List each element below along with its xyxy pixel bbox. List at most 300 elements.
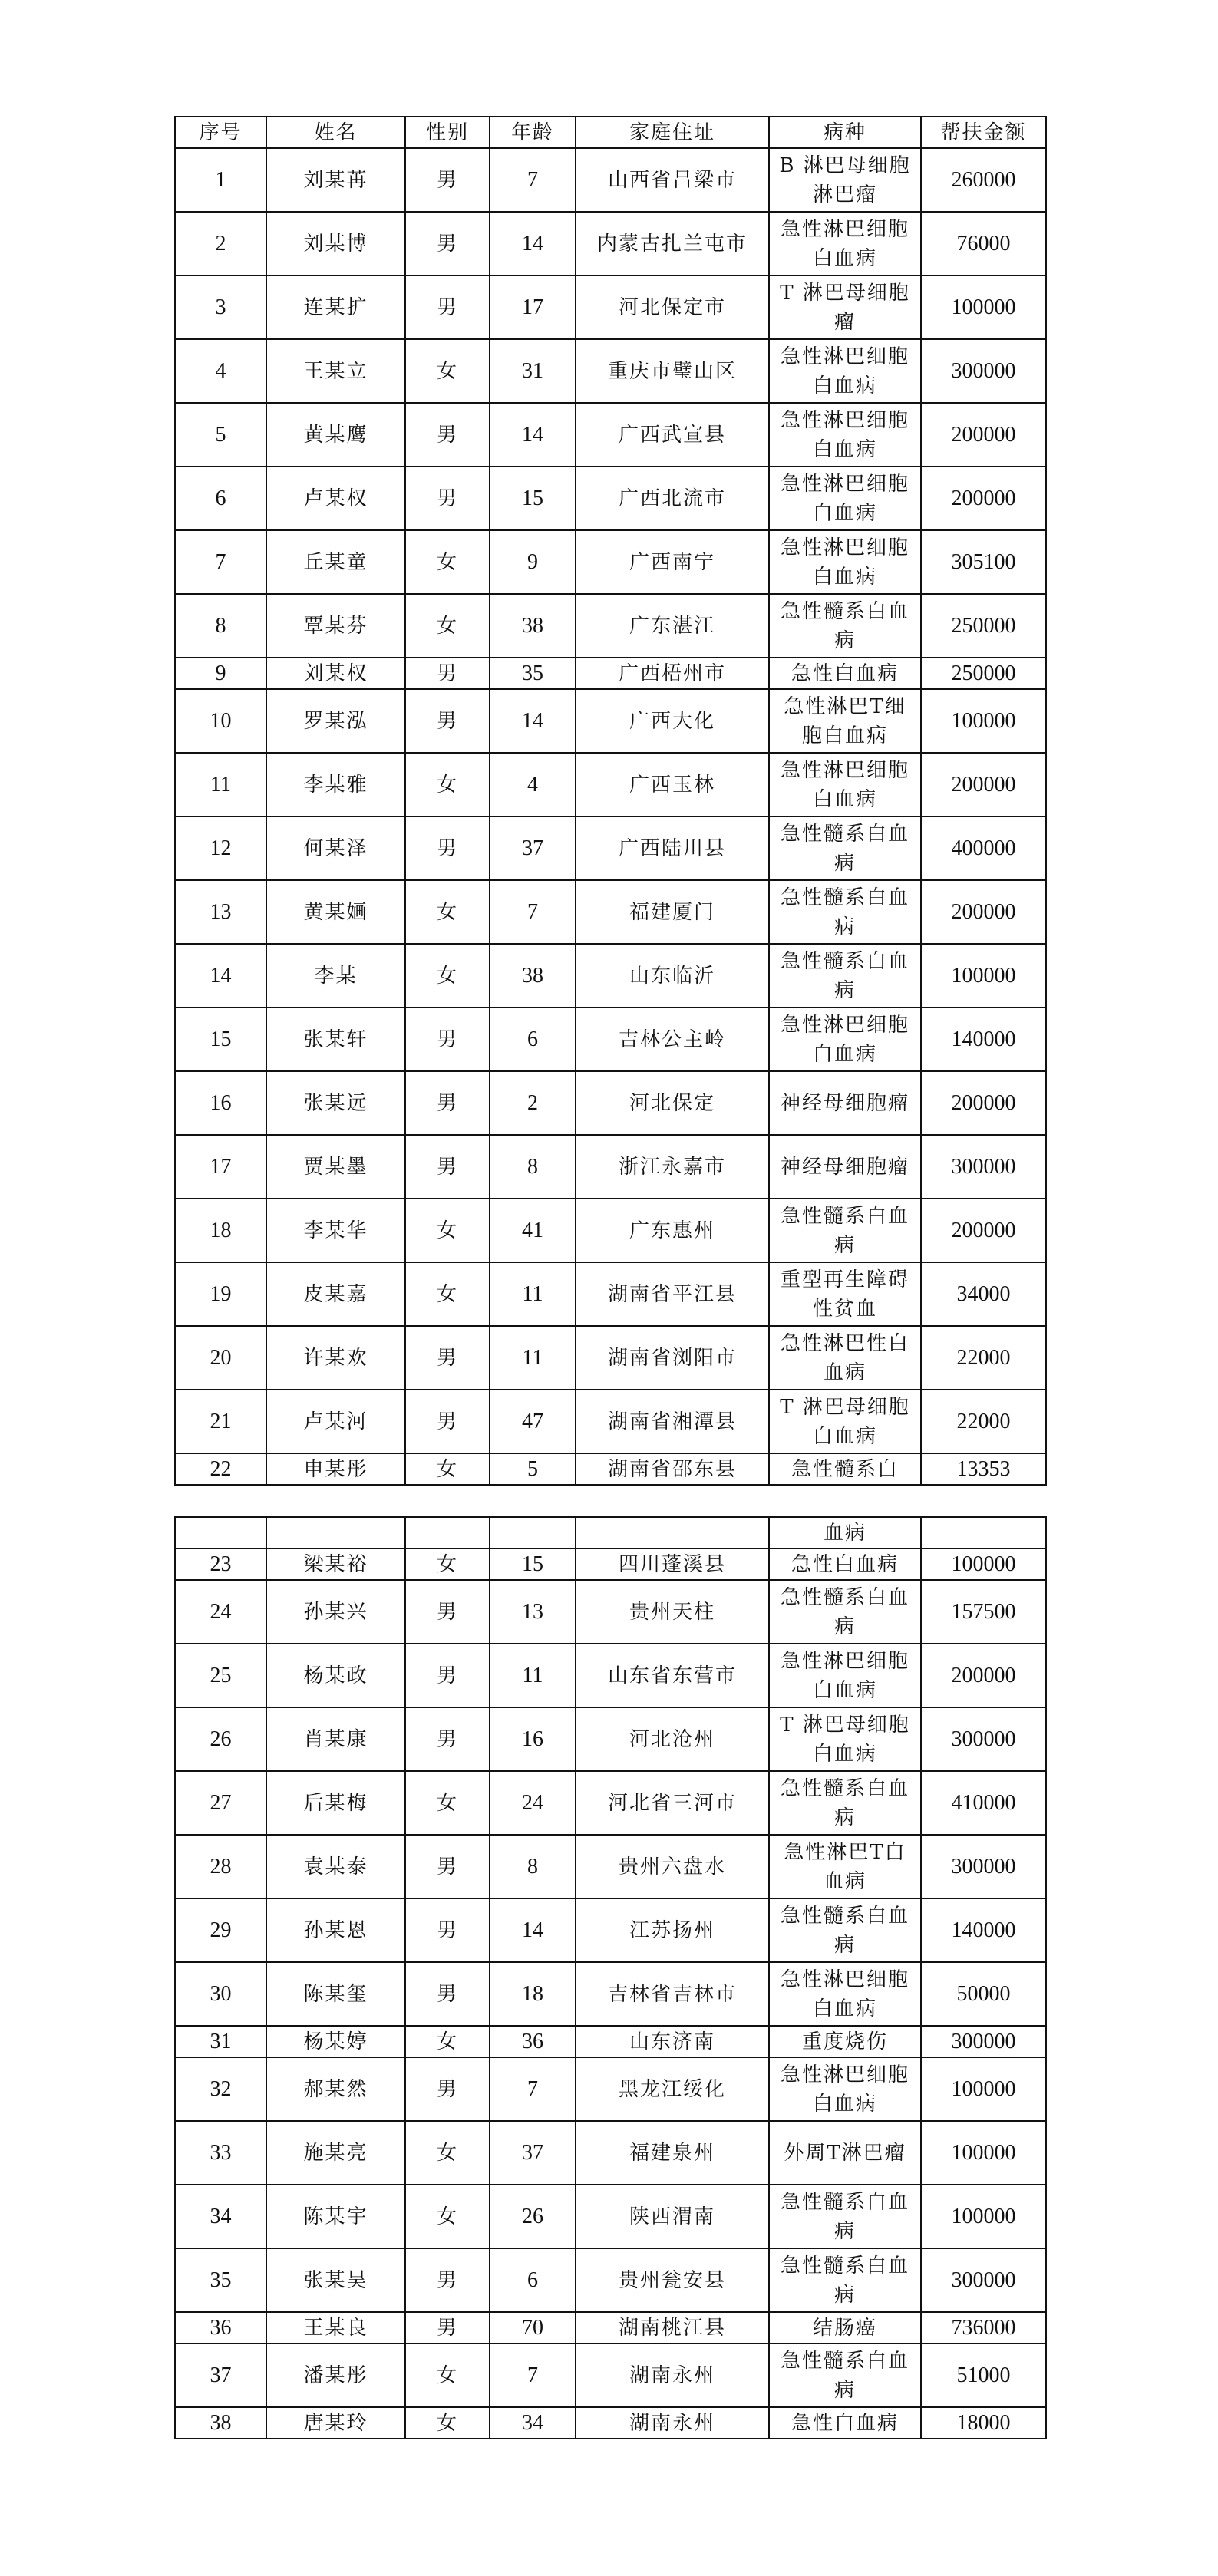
address-cell: 贵州天柱 xyxy=(576,1580,769,1644)
aid-amount-cell: 157500 xyxy=(921,1580,1046,1644)
header-age: 年龄 xyxy=(490,117,576,148)
serial-number-cell: 4 xyxy=(175,339,266,403)
name-cell: 黄某婳 xyxy=(266,880,405,944)
address-cell: 广西北流市 xyxy=(576,467,769,530)
name-cell xyxy=(266,1517,405,1549)
sex-cell: 女 xyxy=(405,2407,490,2439)
table-row xyxy=(175,403,1046,467)
continuation-row xyxy=(175,1517,1046,1549)
age-cell: 6 xyxy=(490,1008,576,1071)
age-cell: 38 xyxy=(490,594,576,658)
table-row xyxy=(175,1549,1046,1580)
name-cell: 皮某嘉 xyxy=(266,1262,405,1326)
table-row xyxy=(175,1326,1046,1390)
age-cell: 8 xyxy=(490,1835,576,1898)
age-cell: 38 xyxy=(490,944,576,1008)
name-cell: 杨某婷 xyxy=(266,2026,405,2057)
disease-cell: 急性白血病 xyxy=(769,1549,921,1580)
name-cell: 连某扩 xyxy=(266,275,405,339)
address-cell: 广西梧州市 xyxy=(576,658,769,689)
age-cell xyxy=(490,1517,576,1549)
disease-cell: T 淋巴母细胞瘤 xyxy=(769,275,921,339)
sex-cell: 女 xyxy=(405,339,490,403)
sex-cell: 男 xyxy=(405,1071,490,1135)
disease-cell: 重型再生障碍性贫血 xyxy=(769,1262,921,1326)
age-cell: 15 xyxy=(490,1549,576,1580)
table-row xyxy=(175,148,1046,212)
sex-cell xyxy=(405,1517,490,1549)
name-cell: 刘某苒 xyxy=(266,148,405,212)
table-row xyxy=(175,2248,1046,2312)
name-cell: 贾某墨 xyxy=(266,1135,405,1199)
address-cell: 陕西渭南 xyxy=(576,2185,769,2248)
sex-cell: 男 xyxy=(405,275,490,339)
name-cell: 李某雅 xyxy=(266,753,405,816)
name-cell: 李某华 xyxy=(266,1199,405,1262)
header-disease: 病种 xyxy=(769,117,921,148)
disease-cell: 急性髓系白血病 xyxy=(769,1898,921,1962)
table-row xyxy=(175,658,1046,689)
disease-cell: 外周T淋巴瘤 xyxy=(769,2121,921,2185)
aid-amount-cell: 100000 xyxy=(921,689,1046,753)
table-row xyxy=(175,944,1046,1008)
serial-number-cell: 13 xyxy=(175,880,266,944)
aid-amount-cell: 51000 xyxy=(921,2343,1046,2407)
table-row xyxy=(175,2185,1046,2248)
serial-number-cell: 21 xyxy=(175,1390,266,1453)
sex-cell: 男 xyxy=(405,1390,490,1453)
serial-number-cell: 6 xyxy=(175,467,266,530)
serial-number-cell: 34 xyxy=(175,2185,266,2248)
serial-number-cell: 29 xyxy=(175,1898,266,1962)
serial-number-cell: 7 xyxy=(175,530,266,594)
serial-number-cell: 33 xyxy=(175,2121,266,2185)
table-row xyxy=(175,1199,1046,1262)
sex-cell: 女 xyxy=(405,944,490,1008)
address-cell: 四川蓬溪县 xyxy=(576,1549,769,1580)
header-name: 姓名 xyxy=(266,117,405,148)
address-cell xyxy=(576,1517,769,1549)
serial-number-cell: 31 xyxy=(175,2026,266,2057)
aid-amount-cell: 250000 xyxy=(921,594,1046,658)
disease-cell: 急性淋巴细胞白血病 xyxy=(769,1644,921,1707)
aid-amount-cell: 13353 xyxy=(921,1453,1046,1485)
table-row xyxy=(175,1008,1046,1071)
table-row xyxy=(175,1580,1046,1644)
age-cell: 31 xyxy=(490,339,576,403)
sex-cell: 男 xyxy=(405,1580,490,1644)
disease-cell: 急性淋巴细胞白血病 xyxy=(769,2057,921,2121)
disease-cell: 急性髓系白血病 xyxy=(769,944,921,1008)
sex-cell: 男 xyxy=(405,1707,490,1771)
aid-amount-cell: 250000 xyxy=(921,658,1046,689)
table-row xyxy=(175,530,1046,594)
table-row xyxy=(175,1962,1046,2026)
name-cell: 李某 xyxy=(266,944,405,1008)
address-cell: 河北省三河市 xyxy=(576,1771,769,1835)
serial-number-cell: 27 xyxy=(175,1771,266,1835)
disease-cell: 急性淋巴细胞白血病 xyxy=(769,212,921,275)
aid-recipients-table-page2 xyxy=(174,1516,1047,2439)
sex-cell: 男 xyxy=(405,1008,490,1071)
name-cell: 丘某童 xyxy=(266,530,405,594)
name-cell: 陈某玺 xyxy=(266,1962,405,2026)
serial-number-cell: 36 xyxy=(175,2312,266,2343)
aid-amount-cell: 300000 xyxy=(921,339,1046,403)
table-row xyxy=(175,1453,1046,1485)
disease-cell: 急性髓系白血病 xyxy=(769,2185,921,2248)
address-cell: 浙江永嘉市 xyxy=(576,1135,769,1199)
sex-cell: 女 xyxy=(405,1453,490,1485)
disease-cell: 急性淋巴T细胞白血病 xyxy=(769,689,921,753)
aid-amount-cell: 200000 xyxy=(921,1644,1046,1707)
name-cell: 张某轩 xyxy=(266,1008,405,1071)
address-cell: 广西南宁 xyxy=(576,530,769,594)
age-cell: 5 xyxy=(490,1453,576,1485)
name-cell: 袁某泰 xyxy=(266,1835,405,1898)
aid-amount-cell: 200000 xyxy=(921,753,1046,816)
table-row xyxy=(175,1135,1046,1199)
aid-amount-cell: 140000 xyxy=(921,1898,1046,1962)
age-cell: 11 xyxy=(490,1262,576,1326)
name-cell: 梁某裕 xyxy=(266,1549,405,1580)
address-cell: 广东惠州 xyxy=(576,1199,769,1262)
serial-number-cell: 11 xyxy=(175,753,266,816)
table-row xyxy=(175,2312,1046,2343)
sex-cell: 女 xyxy=(405,594,490,658)
header-serial-number: 序号 xyxy=(175,117,266,148)
serial-number-cell: 3 xyxy=(175,275,266,339)
name-cell: 覃某芬 xyxy=(266,594,405,658)
sex-cell: 女 xyxy=(405,1262,490,1326)
address-cell: 湖南桃江县 xyxy=(576,2312,769,2343)
aid-amount-cell: 100000 xyxy=(921,2185,1046,2248)
disease-cell: 神经母细胞瘤 xyxy=(769,1135,921,1199)
name-cell: 潘某彤 xyxy=(266,2343,405,2407)
address-cell: 吉林省吉林市 xyxy=(576,1962,769,2026)
name-cell: 卢某权 xyxy=(266,467,405,530)
aid-amount-cell: 200000 xyxy=(921,1071,1046,1135)
aid-amount-cell: 200000 xyxy=(921,403,1046,467)
name-cell: 张某昊 xyxy=(266,2248,405,2312)
table-row xyxy=(175,2121,1046,2185)
table-row xyxy=(175,689,1046,753)
aid-amount-cell: 34000 xyxy=(921,1262,1046,1326)
sex-cell: 男 xyxy=(405,1962,490,2026)
aid-amount-cell: 300000 xyxy=(921,1135,1046,1199)
age-cell: 17 xyxy=(490,275,576,339)
sex-cell: 女 xyxy=(405,2185,490,2248)
sex-cell: 女 xyxy=(405,2343,490,2407)
aid-amount-cell: 200000 xyxy=(921,467,1046,530)
age-cell: 16 xyxy=(490,1707,576,1771)
disease-cell: 急性淋巴T白血病 xyxy=(769,1835,921,1898)
age-cell: 36 xyxy=(490,2026,576,2057)
disease-cell: 神经母细胞瘤 xyxy=(769,1071,921,1135)
table-row xyxy=(175,2026,1046,2057)
disease-cell: 急性淋巴细胞白血病 xyxy=(769,753,921,816)
age-cell: 6 xyxy=(490,2248,576,2312)
age-cell: 24 xyxy=(490,1771,576,1835)
table-header-row xyxy=(175,117,1046,148)
disease-cell: T 淋巴母细胞白血病 xyxy=(769,1390,921,1453)
sex-cell: 女 xyxy=(405,1771,490,1835)
sex-cell: 男 xyxy=(405,1135,490,1199)
name-cell: 卢某河 xyxy=(266,1390,405,1453)
name-cell: 郝某然 xyxy=(266,2057,405,2121)
age-cell: 70 xyxy=(490,2312,576,2343)
disease-cell: 急性髓系白血病 xyxy=(769,1199,921,1262)
table-row xyxy=(175,1835,1046,1898)
aid-amount-cell: 300000 xyxy=(921,1707,1046,1771)
disease-cell: 急性白血病 xyxy=(769,658,921,689)
aid-amount-cell: 100000 xyxy=(921,2121,1046,2185)
aid-amount-cell: 200000 xyxy=(921,1199,1046,1262)
name-cell: 后某梅 xyxy=(266,1771,405,1835)
name-cell: 王某立 xyxy=(266,339,405,403)
serial-number-cell: 37 xyxy=(175,2343,266,2407)
aid-amount-cell xyxy=(921,1517,1046,1549)
serial-number-cell: 8 xyxy=(175,594,266,658)
aid-recipients-table-page1 xyxy=(174,116,1047,1486)
table-row xyxy=(175,339,1046,403)
aid-amount-cell: 76000 xyxy=(921,212,1046,275)
aid-amount-cell: 300000 xyxy=(921,2248,1046,2312)
age-cell: 14 xyxy=(490,403,576,467)
disease-cell: 急性淋巴细胞白血病 xyxy=(769,339,921,403)
name-cell: 杨某政 xyxy=(266,1644,405,1707)
serial-number-cell: 9 xyxy=(175,658,266,689)
age-cell: 18 xyxy=(490,1962,576,2026)
sex-cell: 女 xyxy=(405,2121,490,2185)
address-cell: 湖南永州 xyxy=(576,2343,769,2407)
sex-cell: 男 xyxy=(405,212,490,275)
age-cell: 11 xyxy=(490,1644,576,1707)
name-cell: 唐某玲 xyxy=(266,2407,405,2439)
aid-amount-cell: 736000 xyxy=(921,2312,1046,2343)
table-row xyxy=(175,594,1046,658)
aid-amount-cell: 50000 xyxy=(921,1962,1046,2026)
table-row xyxy=(175,2407,1046,2439)
serial-number-cell: 24 xyxy=(175,1580,266,1644)
serial-number-cell: 5 xyxy=(175,403,266,467)
aid-amount-cell: 100000 xyxy=(921,944,1046,1008)
sex-cell: 男 xyxy=(405,1898,490,1962)
sex-cell: 男 xyxy=(405,816,490,880)
table-row xyxy=(175,467,1046,530)
address-cell: 贵州六盘水 xyxy=(576,1835,769,1898)
aid-amount-cell: 260000 xyxy=(921,148,1046,212)
aid-amount-cell: 305100 xyxy=(921,530,1046,594)
table-row xyxy=(175,275,1046,339)
sex-cell: 男 xyxy=(405,1326,490,1390)
age-cell: 37 xyxy=(490,2121,576,2185)
serial-number-cell: 18 xyxy=(175,1199,266,1262)
table-row xyxy=(175,2057,1046,2121)
address-cell: 广西武宣县 xyxy=(576,403,769,467)
header-address: 家庭住址 xyxy=(576,117,769,148)
table-row xyxy=(175,1071,1046,1135)
address-cell: 山西省吕梁市 xyxy=(576,148,769,212)
address-cell: 贵州瓮安县 xyxy=(576,2248,769,2312)
disease-cell: 急性淋巴细胞白血病 xyxy=(769,1008,921,1071)
serial-number-cell: 14 xyxy=(175,944,266,1008)
serial-number-cell: 30 xyxy=(175,1962,266,2026)
sex-cell: 男 xyxy=(405,467,490,530)
serial-number-cell: 17 xyxy=(175,1135,266,1199)
serial-number-cell: 25 xyxy=(175,1644,266,1707)
serial-number-cell: 22 xyxy=(175,1453,266,1485)
address-cell: 山东省东营市 xyxy=(576,1644,769,1707)
age-cell: 13 xyxy=(490,1580,576,1644)
age-cell: 41 xyxy=(490,1199,576,1262)
sex-cell: 女 xyxy=(405,530,490,594)
serial-number-cell: 35 xyxy=(175,2248,266,2312)
aid-amount-cell: 22000 xyxy=(921,1326,1046,1390)
address-cell: 广西大化 xyxy=(576,689,769,753)
table-row xyxy=(175,880,1046,944)
address-cell: 河北保定 xyxy=(576,1071,769,1135)
disease-cell: 急性髓系白血病 xyxy=(769,880,921,944)
serial-number-cell: 15 xyxy=(175,1008,266,1071)
serial-number-cell xyxy=(175,1517,266,1549)
name-cell: 申某彤 xyxy=(266,1453,405,1485)
name-cell: 何某泽 xyxy=(266,816,405,880)
table-row xyxy=(175,1644,1046,1707)
name-cell: 刘某博 xyxy=(266,212,405,275)
header-aid-amount: 帮扶金额 xyxy=(921,117,1046,148)
age-cell: 34 xyxy=(490,2407,576,2439)
sex-cell: 男 xyxy=(405,403,490,467)
aid-amount-cell: 100000 xyxy=(921,2057,1046,2121)
sex-cell: 女 xyxy=(405,1549,490,1580)
name-cell: 孙某恩 xyxy=(266,1898,405,1962)
age-cell: 14 xyxy=(490,212,576,275)
sex-cell: 女 xyxy=(405,1199,490,1262)
address-cell: 福建泉州 xyxy=(576,2121,769,2185)
aid-amount-cell: 300000 xyxy=(921,2026,1046,2057)
table-row xyxy=(175,753,1046,816)
aid-amount-cell: 18000 xyxy=(921,2407,1046,2439)
age-cell: 11 xyxy=(490,1326,576,1390)
disease-cell: 急性髓系白血病 xyxy=(769,594,921,658)
disease-cell: 血病 xyxy=(769,1517,921,1549)
address-cell: 湖南省邵东县 xyxy=(576,1453,769,1485)
address-cell: 山东济南 xyxy=(576,2026,769,2057)
address-cell: 江苏扬州 xyxy=(576,1898,769,1962)
age-cell: 2 xyxy=(490,1071,576,1135)
disease-cell: 急性髓系白血病 xyxy=(769,816,921,880)
name-cell: 施某亮 xyxy=(266,2121,405,2185)
name-cell: 陈某宇 xyxy=(266,2185,405,2248)
address-cell: 广西玉林 xyxy=(576,753,769,816)
table-row xyxy=(175,1390,1046,1453)
sex-cell: 女 xyxy=(405,753,490,816)
disease-cell: 急性白血病 xyxy=(769,2407,921,2439)
name-cell: 张某远 xyxy=(266,1071,405,1135)
header-sex: 性别 xyxy=(405,117,490,148)
age-cell: 4 xyxy=(490,753,576,816)
aid-amount-cell: 100000 xyxy=(921,275,1046,339)
sex-cell: 男 xyxy=(405,1835,490,1898)
age-cell: 15 xyxy=(490,467,576,530)
age-cell: 14 xyxy=(490,1898,576,1962)
sex-cell: 男 xyxy=(405,2248,490,2312)
disease-cell: B 淋巴母细胞淋巴瘤 xyxy=(769,148,921,212)
disease-cell: 急性髓系白血病 xyxy=(769,1580,921,1644)
disease-cell: 急性髓系白 xyxy=(769,1453,921,1485)
aid-amount-cell: 22000 xyxy=(921,1390,1046,1453)
address-cell: 湖南省浏阳市 xyxy=(576,1326,769,1390)
serial-number-cell: 19 xyxy=(175,1262,266,1326)
age-cell: 7 xyxy=(490,2057,576,2121)
address-cell: 湖南永州 xyxy=(576,2407,769,2439)
aid-amount-cell: 410000 xyxy=(921,1771,1046,1835)
address-cell: 福建厦门 xyxy=(576,880,769,944)
address-cell: 吉林公主岭 xyxy=(576,1008,769,1071)
age-cell: 7 xyxy=(490,2343,576,2407)
serial-number-cell: 26 xyxy=(175,1707,266,1771)
age-cell: 47 xyxy=(490,1390,576,1453)
serial-number-cell: 2 xyxy=(175,212,266,275)
age-cell: 8 xyxy=(490,1135,576,1199)
address-cell: 内蒙古扎兰屯市 xyxy=(576,212,769,275)
disease-cell: 急性淋巴细胞白血病 xyxy=(769,403,921,467)
aid-amount-cell: 140000 xyxy=(921,1008,1046,1071)
disease-cell: 急性髓系白血病 xyxy=(769,2343,921,2407)
age-cell: 7 xyxy=(490,880,576,944)
aid-amount-cell: 400000 xyxy=(921,816,1046,880)
name-cell: 刘某权 xyxy=(266,658,405,689)
sex-cell: 女 xyxy=(405,2026,490,2057)
sex-cell: 男 xyxy=(405,658,490,689)
aid-amount-cell: 300000 xyxy=(921,1835,1046,1898)
serial-number-cell: 1 xyxy=(175,148,266,212)
table-row xyxy=(175,2343,1046,2407)
sex-cell: 男 xyxy=(405,1644,490,1707)
table-row xyxy=(175,1262,1046,1326)
address-cell: 湖南省平江县 xyxy=(576,1262,769,1326)
serial-number-cell: 38 xyxy=(175,2407,266,2439)
serial-number-cell: 32 xyxy=(175,2057,266,2121)
disease-cell: 急性淋巴细胞白血病 xyxy=(769,467,921,530)
address-cell: 山东临沂 xyxy=(576,944,769,1008)
address-cell: 黑龙江绥化 xyxy=(576,2057,769,2121)
sex-cell: 男 xyxy=(405,148,490,212)
disease-cell: 急性髓系白血病 xyxy=(769,2248,921,2312)
address-cell: 河北沧州 xyxy=(576,1707,769,1771)
address-cell: 河北保定市 xyxy=(576,275,769,339)
sex-cell: 男 xyxy=(405,689,490,753)
disease-cell: 急性淋巴性白血病 xyxy=(769,1326,921,1390)
age-cell: 26 xyxy=(490,2185,576,2248)
address-cell: 广西陆川县 xyxy=(576,816,769,880)
name-cell: 黄某鹰 xyxy=(266,403,405,467)
address-cell: 重庆市璧山区 xyxy=(576,339,769,403)
table-row xyxy=(175,1898,1046,1962)
disease-cell: 急性髓系白血病 xyxy=(769,1771,921,1835)
address-cell: 广东湛江 xyxy=(576,594,769,658)
age-cell: 9 xyxy=(490,530,576,594)
table-row xyxy=(175,816,1046,880)
serial-number-cell: 10 xyxy=(175,689,266,753)
disease-cell: 急性淋巴细胞白血病 xyxy=(769,1962,921,2026)
address-cell: 湖南省湘潭县 xyxy=(576,1390,769,1453)
name-cell: 肖某康 xyxy=(266,1707,405,1771)
name-cell: 孙某兴 xyxy=(266,1580,405,1644)
aid-amount-cell: 100000 xyxy=(921,1549,1046,1580)
disease-cell: 急性淋巴细胞白血病 xyxy=(769,530,921,594)
